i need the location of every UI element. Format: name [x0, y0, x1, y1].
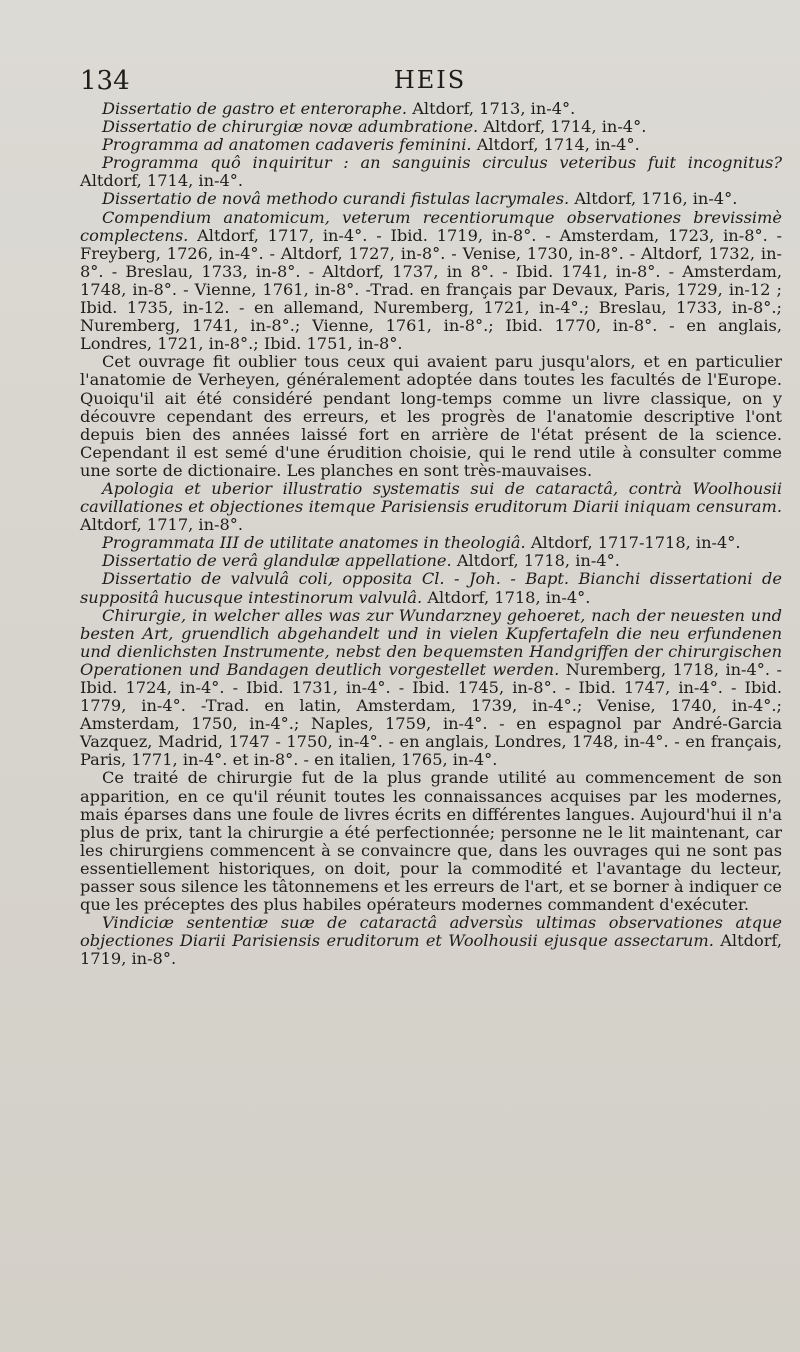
- entry-title: Programmata III de utilitate anatomes in theologiâ.: [102, 533, 526, 553]
- commentary-paragraph: [80, 769, 782, 914]
- page-header: [80, 66, 780, 102]
- entry-title: Apologia et uberior illustratio systematis sui de cataractâ, contrà Woolhousii cavillationes et objectiones itemque Parisiensis eruditorum Diarii iniquam censuram.: [80, 478, 782, 517]
- entry-details: Altdorf, 1718, in-4°.: [456, 551, 620, 571]
- entry: [80, 100, 782, 118]
- entry-details: Altdorf, 1718, in-4°.: [427, 587, 591, 607]
- entry: [80, 480, 782, 534]
- entry-details: Altdorf, 1717-1718, in-4°.: [530, 533, 741, 553]
- entry: [80, 570, 782, 606]
- entry: [80, 136, 782, 154]
- entry-title: Dissertatio de chirurgiæ novæ adumbratione.: [102, 117, 479, 137]
- commentary-paragraph: [80, 353, 782, 480]
- entry-details: Altdorf, 1717, in-4°. - Ibid. 1719, in-8°. - Amsterdam, 1723, in-8°. - Freyberg, 1726, in-4°. - Altdorf, 1727, in-8°. - Venise, 1730, in-8°. - Altdorf, 1732, in-8°. - Breslau, 1733, in-8°. - Altdorf, 1737, in 8°. - Ibid. 1741, in-8°. - Amsterdam, 1748, in-8°. - Vienne, 1761, in-8°. -Trad. en français par Devaux, Paris, 1729, in-12 ; Ibid. 1735, in-12. - en allemand, Nuremberg, 1721, in-4°.; Breslau, 1733, in-8°.; Nuremberg, 1741, in-8°.; Vienne, 1761, in-8°.; Ibid. 1770, in-8°. - en anglais, Londres, 1721, in-8°.; Ibid. 1751, in-8°.: [80, 225, 782, 354]
- entry: [80, 534, 782, 552]
- entry-title: Dissertatio de valvulâ coli, opposita Cl. - Joh. - Bapt. Bianchi dissertationi de suppositâ hucusque intestinorum valvulâ.: [80, 569, 782, 607]
- entry-title: Compendium anatomicum, veterum recentiorumque observationes brevissimè complectens.: [80, 207, 782, 245]
- entry: [80, 914, 782, 968]
- entry-details: Altdorf, 1717, in-8°.: [80, 515, 244, 535]
- entry-details: Cet ouvrage fit oublier tous ceux qui avaient paru jusqu'alors, et en particulier l'anatomie de Verheyen, généralement adoptée dans toutes les facultés de l'Europe. Quoiqu'il ait été considéré pendant long-temps comme un livre classique, on y découvre cependant des erreurs, et les progrès de l'anatomie descriptive l'ont depuis bien des années laissé fort en arrière de l'état présent de la science. Cependant il est semé d'une érudition choisie, qui le rend utile à consulter comme une sorte de dictionaire. Les planches en sont très-mauvaises.: [80, 352, 782, 480]
- entry-title: Dissertatio de novâ methodo curandi fistulas lacrymales.: [102, 189, 570, 209]
- page-number: 134: [80, 66, 130, 96]
- bibliography-text: [80, 100, 782, 969]
- entry-details: Altdorf, 1719, in-8°.: [80, 931, 782, 969]
- entry: [80, 552, 782, 570]
- entry: [80, 190, 782, 208]
- entry-title: Programma ad anatomen cadaveris feminini.: [102, 135, 472, 155]
- entry-details: Ce traité de chirurgie fut de la plus grande utilité au commencement de son apparition, en ce qu'il réunit toutes les connaissances acquises par les modernes, mais éparses dans une foule de livres écrits en différentes langues. Aujourd'hui il n'a plus de prix, tant la chirurgie a été perfectionnée; personne ne le lit maintenant, car les chirurgiens commencent à se convaincre que, dans les ouvrages qui ne sont pas essentiellement historiques, on doit, pour la commodité et l'avantage du lecteur, passer sous silence les tâtonnemens et les erreurs de l'art, et se borner à indiquer ce que les préceptes des plus habiles opérateurs modernes commandent d'exécuter.: [80, 768, 782, 915]
- entry-details: Altdorf, 1716, in-4°.: [574, 189, 738, 209]
- entry-details: Altdorf, 1713, in-4°.: [412, 99, 576, 118]
- entry-title: Dissertatio de verâ glandulæ appellatione.: [102, 551, 452, 571]
- entry: [80, 209, 782, 354]
- entry: [80, 607, 782, 770]
- entry-details: Altdorf, 1714, in-4°.: [80, 171, 244, 191]
- entry-details: Nuremberg, 1718, in-4°. - Ibid. 1724, in-4°. - Ibid. 1731, in-4°. - Ibid. 1745, in-8°. - Ibid. 1747, in-4°. - Ibid. 1779, in-4°. -Trad. en latin, Amsterdam, 1739, in-4°.; Venise, 1740, in-4°.; Amsterdam, 1750, in-4°.; Naples, 1759, in-4°. - en espagnol par André-Garcia Vazquez, Madrid, 1747 - 1750, in-4°. - en anglais, Londres, 1748, in-4°. - en français, Paris, 1771, in-4°. et in-8°. - en italien, 1765, in-4°.: [80, 659, 782, 770]
- entry-title: Vindiciæ sententiæ suæ de cataractâ adversùs ultimas observationes atque objectiones Diarii Parisiensis eruditorum et Woolhousii ejusque assectarum.: [80, 913, 782, 951]
- entry-title: Dissertatio de gastro et enteroraphe.: [102, 99, 408, 118]
- running-title: HEIS: [393, 66, 467, 94]
- entry: [80, 154, 782, 190]
- entry-details: Altdorf, 1714, in-4°.: [483, 117, 647, 137]
- entry: [80, 118, 782, 136]
- entry-details: Altdorf, 1714, in-4°.: [476, 135, 640, 155]
- entry-title: Chirurgie, in welcher alles was zur Wundarzney gehoeret, nach der neuesten und besten Art, gruendlich abgehandelt und in vielen Kupfertafeln die neu erfundenen und dienlichsten Instrumente, nebst den bequemsten Handgriffen der chirurgischen Operationen und Bandagen deutlich vorgestellet werden.: [80, 605, 782, 679]
- entry-title: Programma quô inquiritur : an sanguinis circulus veteribus fuit incognitus?: [102, 153, 782, 173]
